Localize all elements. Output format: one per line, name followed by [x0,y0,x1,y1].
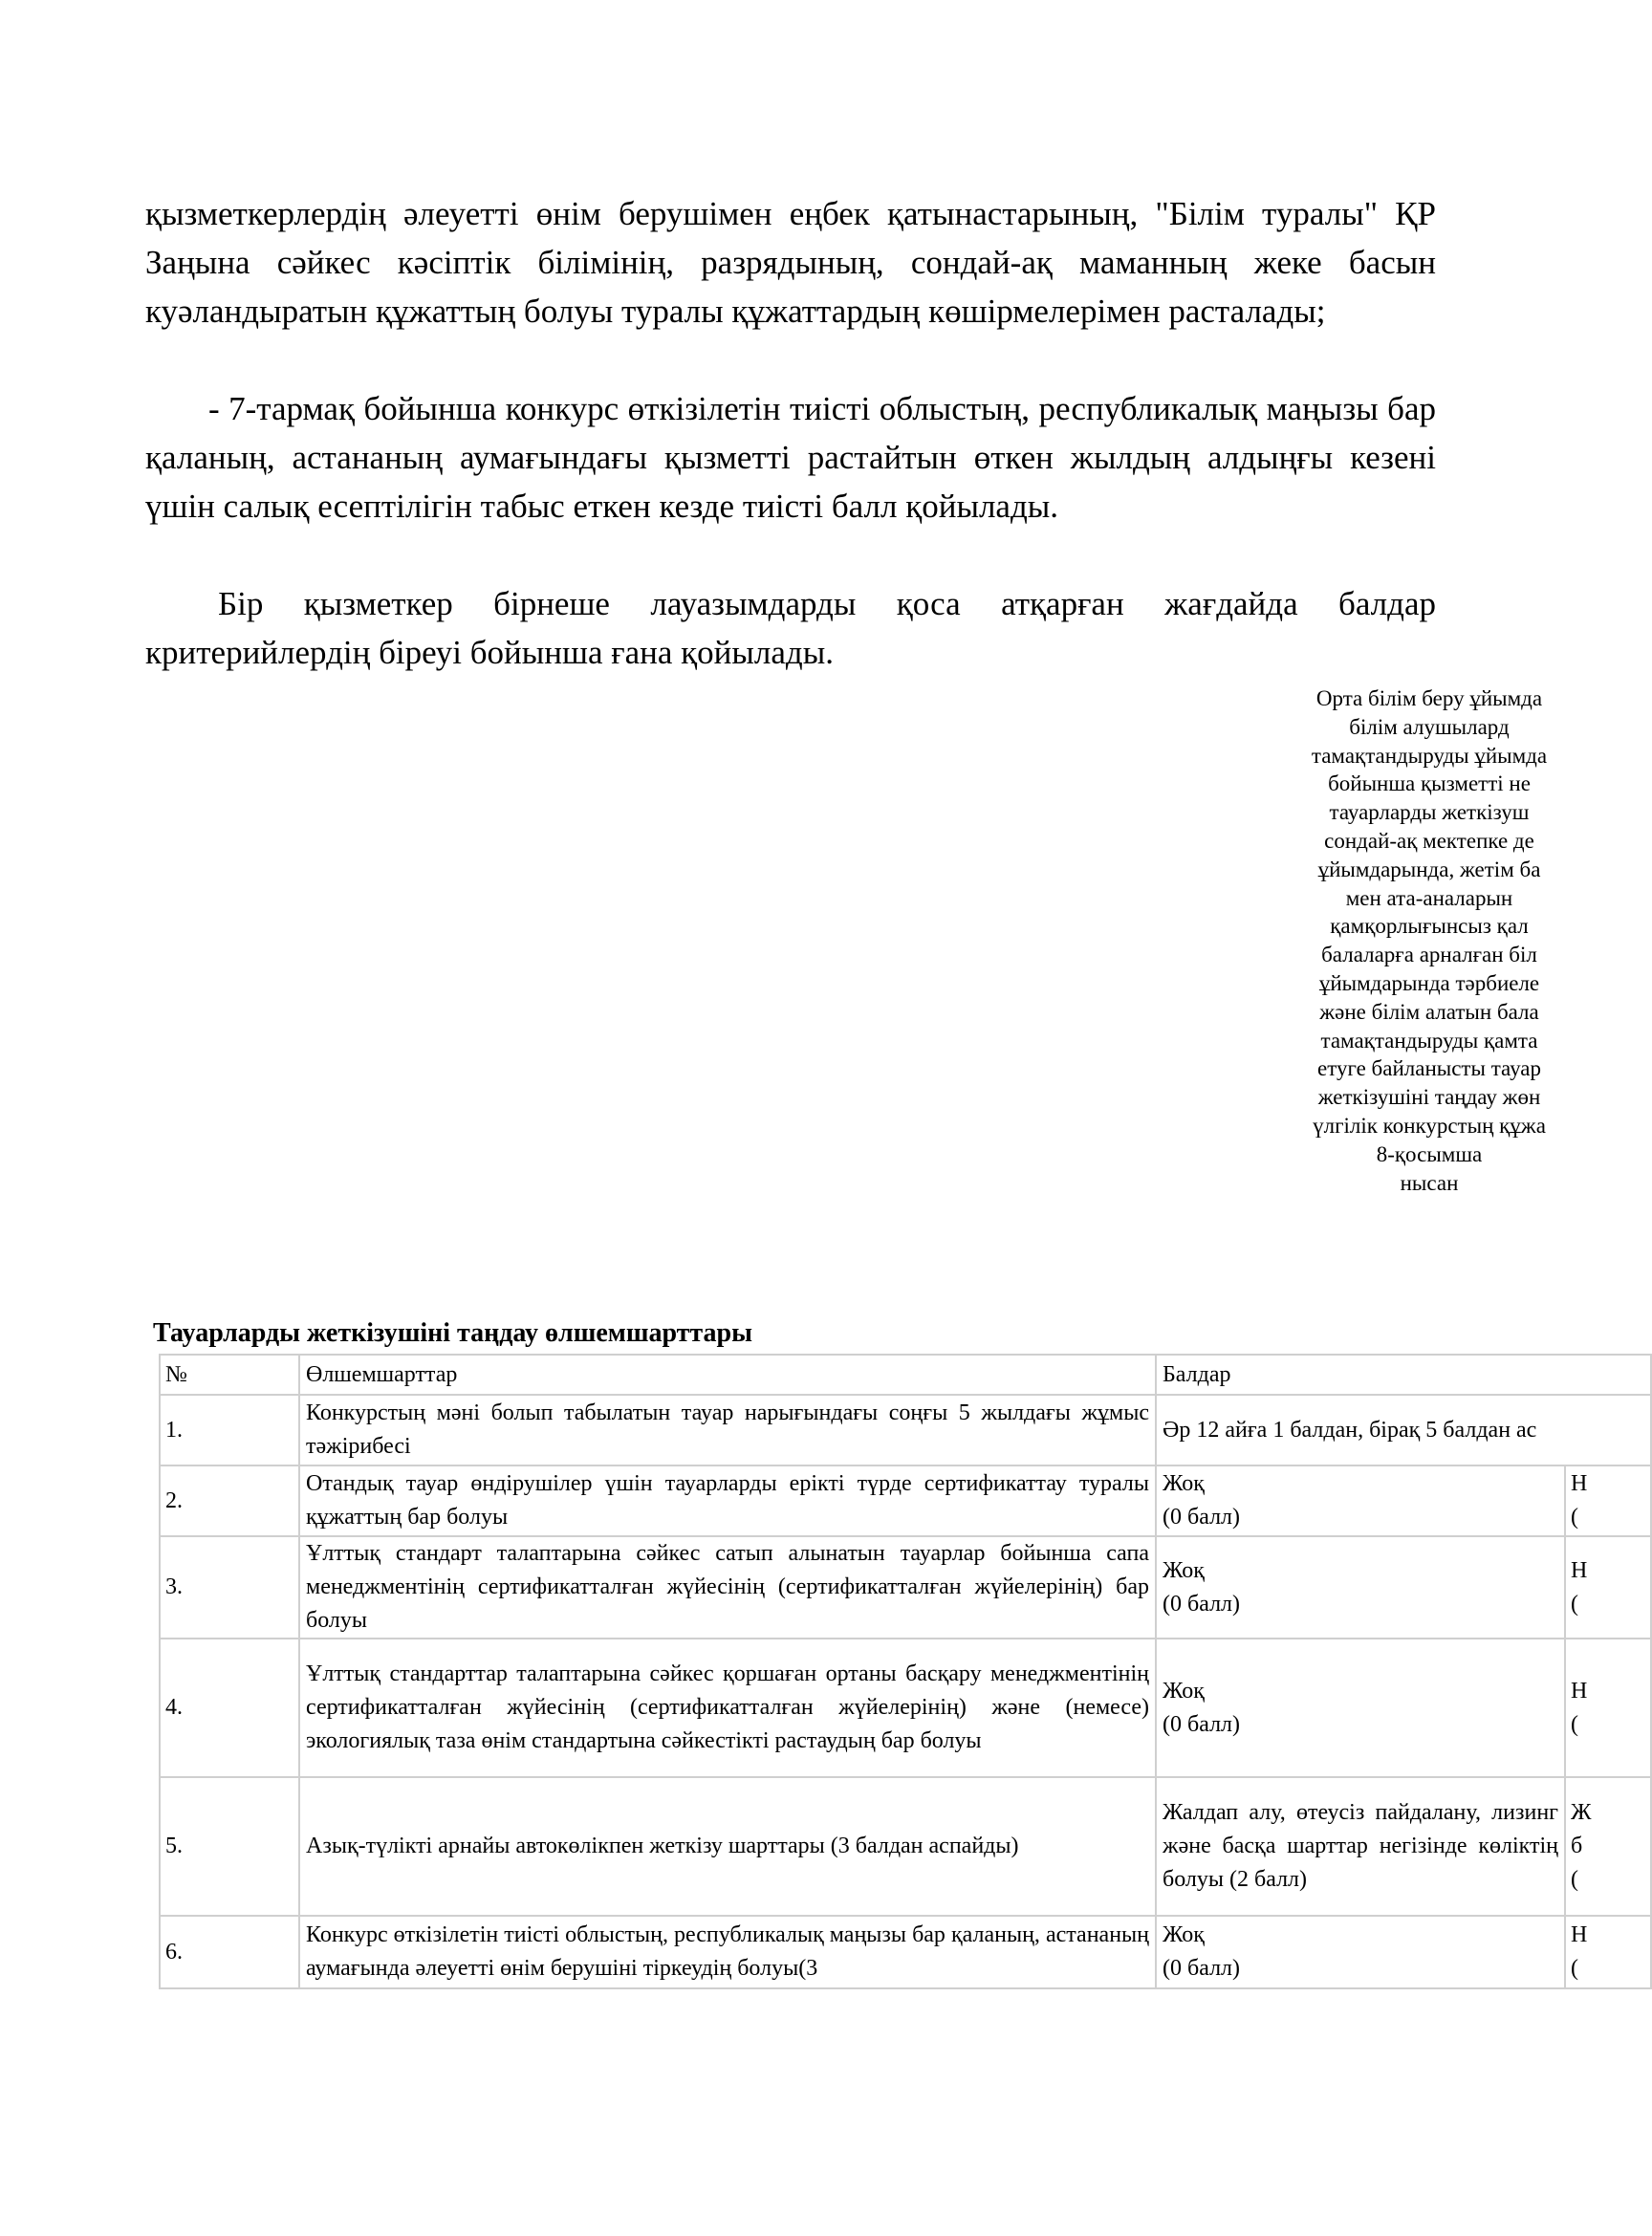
points-alt-line: ( [1571,1711,1578,1737]
table-header-row [160,1355,1651,1395]
appendix-line: ұйымдарында тәрбиеле [1318,970,1540,995]
row-points: Жалдап алу, өтеусіз пайдалану, лизинг және басқа шарттар негізінде көліктің болуы (2 балл) [1156,1777,1565,1916]
appendix-line: сондай-ақ мектепке де [1324,828,1534,853]
points-line: Жоқ [1163,1922,1205,1947]
points-alt-line: Н [1571,1557,1588,1583]
row-number: 6. [160,1916,299,1988]
appendix-line: қамқорлығынсыз қал [1330,914,1529,939]
appendix-note [1286,684,1573,1197]
table-title: Тауарларды жеткізушіні таңдау өлшемшарттары [153,1318,752,1348]
paragraph-staff-documents: қызметкерлердің әлеуетті өнім берушімен еңбек қатынастарының, "Білім туралы" ҚР Заңына сәйкес кәсіптік білімінің, разрядының, сондай-ақ маманның жеке басын куәландыратын құжаттың болуы туралы құжаттардың көшірмелерімен расталады; [145,195,1436,330]
row-points-alt [1565,1536,1651,1639]
row-points [1156,1916,1565,1988]
row-number: 5. [160,1777,299,1916]
row-criteria: Конкурс өткізілетін тиісті облыстың, республикалық маңызы бар қаланың, астананың аумағында әлеуетті өнім берушіні тіркеудің болуы(3 [299,1916,1156,1988]
appendix-line: балаларға арналған біл [1321,943,1537,967]
table-row [160,1639,1651,1777]
row-number: 2. [160,1465,299,1536]
row-number: 1. [160,1395,299,1465]
row-criteria: Ұлттық стандарт талаптарына сәйкес сатып алынатын тауарлар бойынша сапа менеджментінің сертификатталған жүйесінің (сертификатталған жүйелерінің) бар болуы [299,1536,1156,1639]
points-line: Жоқ [1163,1678,1205,1704]
appendix-line: 8-қосымша [1376,1141,1483,1166]
appendix-line: тауарларды жеткізуш [1329,800,1530,825]
points-alt-line: Ж [1571,1800,1592,1825]
points-alt-line: ( [1571,1867,1578,1892]
row-points-alt [1565,1465,1651,1536]
row-criteria: Азық-түлікті арнайы автокөлікпен жеткізу шарттары (3 балдан аспайды) [299,1777,1156,1916]
appendix-line: Орта білім беру ұйымда [1315,686,1543,710]
paragraph-tax-reporting: - 7-тармақ бойынша конкурс өткізілетін тиісті облыстың, республикалық маңызы бар қаланың, астананың аумағындағы қызметті растайтын өткен жылдың алдыңғы кезені үшін салық есептілігін табыс еткен кезде тиісті балл қойылады. [145,390,1436,525]
points-line: (0 балл) [1163,1956,1241,1981]
row-points [1156,1536,1565,1639]
points-line: Жоқ [1163,1557,1205,1583]
appendix-line: тамақтандыруды қамта [1320,1028,1538,1053]
points-alt-line: Н [1571,1471,1588,1496]
points-alt-line: Н [1571,1922,1588,1947]
table-row [160,1916,1651,1988]
row-criteria: Отандық тауар өндірушілер үшін тауарларды ерікті түрде сертификаттау туралы құжаттың бар болуы [299,1465,1156,1536]
points-line: (0 балл) [1163,1711,1241,1737]
points-line: Жоқ [1163,1471,1205,1496]
table-row [160,1465,1651,1536]
row-points [1156,1465,1565,1536]
appendix-line: тамақтандыруды ұйымда [1311,743,1548,768]
points-alt-line: б [1571,1834,1583,1858]
row-points-alt [1565,1639,1651,1777]
row-points-alt [1565,1916,1651,1988]
points-alt-line: ( [1571,1956,1578,1981]
appendix-line: мен ата-аналарын [1345,885,1513,910]
row-number: 3. [160,1536,299,1639]
appendix-line: және білім алатын бала [1319,999,1539,1024]
points-alt-line: ( [1571,1505,1578,1530]
appendix-line: жеткізушіні таңдау жөн [1317,1085,1541,1110]
points-line: (0 балл) [1163,1505,1241,1530]
appendix-line: білім алушылард [1349,714,1510,739]
row-points [1156,1639,1565,1777]
appendix-line: ұйымдарында, жетім ба [1317,857,1541,881]
table-row [160,1395,1651,1465]
table-row [160,1536,1651,1639]
table-row [160,1777,1651,1916]
row-criteria: Ұлттық стандарттар талаптарына сәйкес қоршаған ортаны басқару менеджментінің сертификатталған жүйесінің (сертификатталған жүйелерінің) және (немесе) экологиялық таза өнім стандартына сәйкестікті растаудың бар болуы [299,1639,1156,1777]
points-alt-line: ( [1571,1591,1578,1617]
criteria-table [159,1354,1652,1989]
appendix-line: нысан [1400,1170,1459,1195]
row-points [1156,1395,1651,1465]
row-criteria: Конкурстың мәні болып табылатын тауар нарығындағы соңғы 5 жылдағы жұмыс тәжірибесі [299,1395,1156,1465]
paragraph-single-criterion: Бір қызметкер бірнеше лауазымдарды қоса атқарған жағдайда балдар критерийлердің біреуі бойынша ғана қойылады. [145,585,1436,671]
points-alt-line: Н [1571,1678,1588,1704]
header-num: № [160,1355,299,1395]
points-line: (0 балл) [1163,1591,1241,1617]
row-points-alt [1565,1777,1651,1916]
header-criteria: Өлшемшарттар [299,1355,1156,1395]
appendix-line: етуге байланысты тауар [1317,1056,1541,1081]
points-line: Әр 12 айға 1 балдан, бірақ 5 балдан ас [1163,1417,1537,1443]
row-number: 4. [160,1639,299,1777]
appendix-line: бойынша қызметті не [1328,771,1531,796]
header-points: Балдар [1156,1355,1651,1395]
appendix-line: үлгілік конкурстың құжа [1313,1113,1546,1138]
